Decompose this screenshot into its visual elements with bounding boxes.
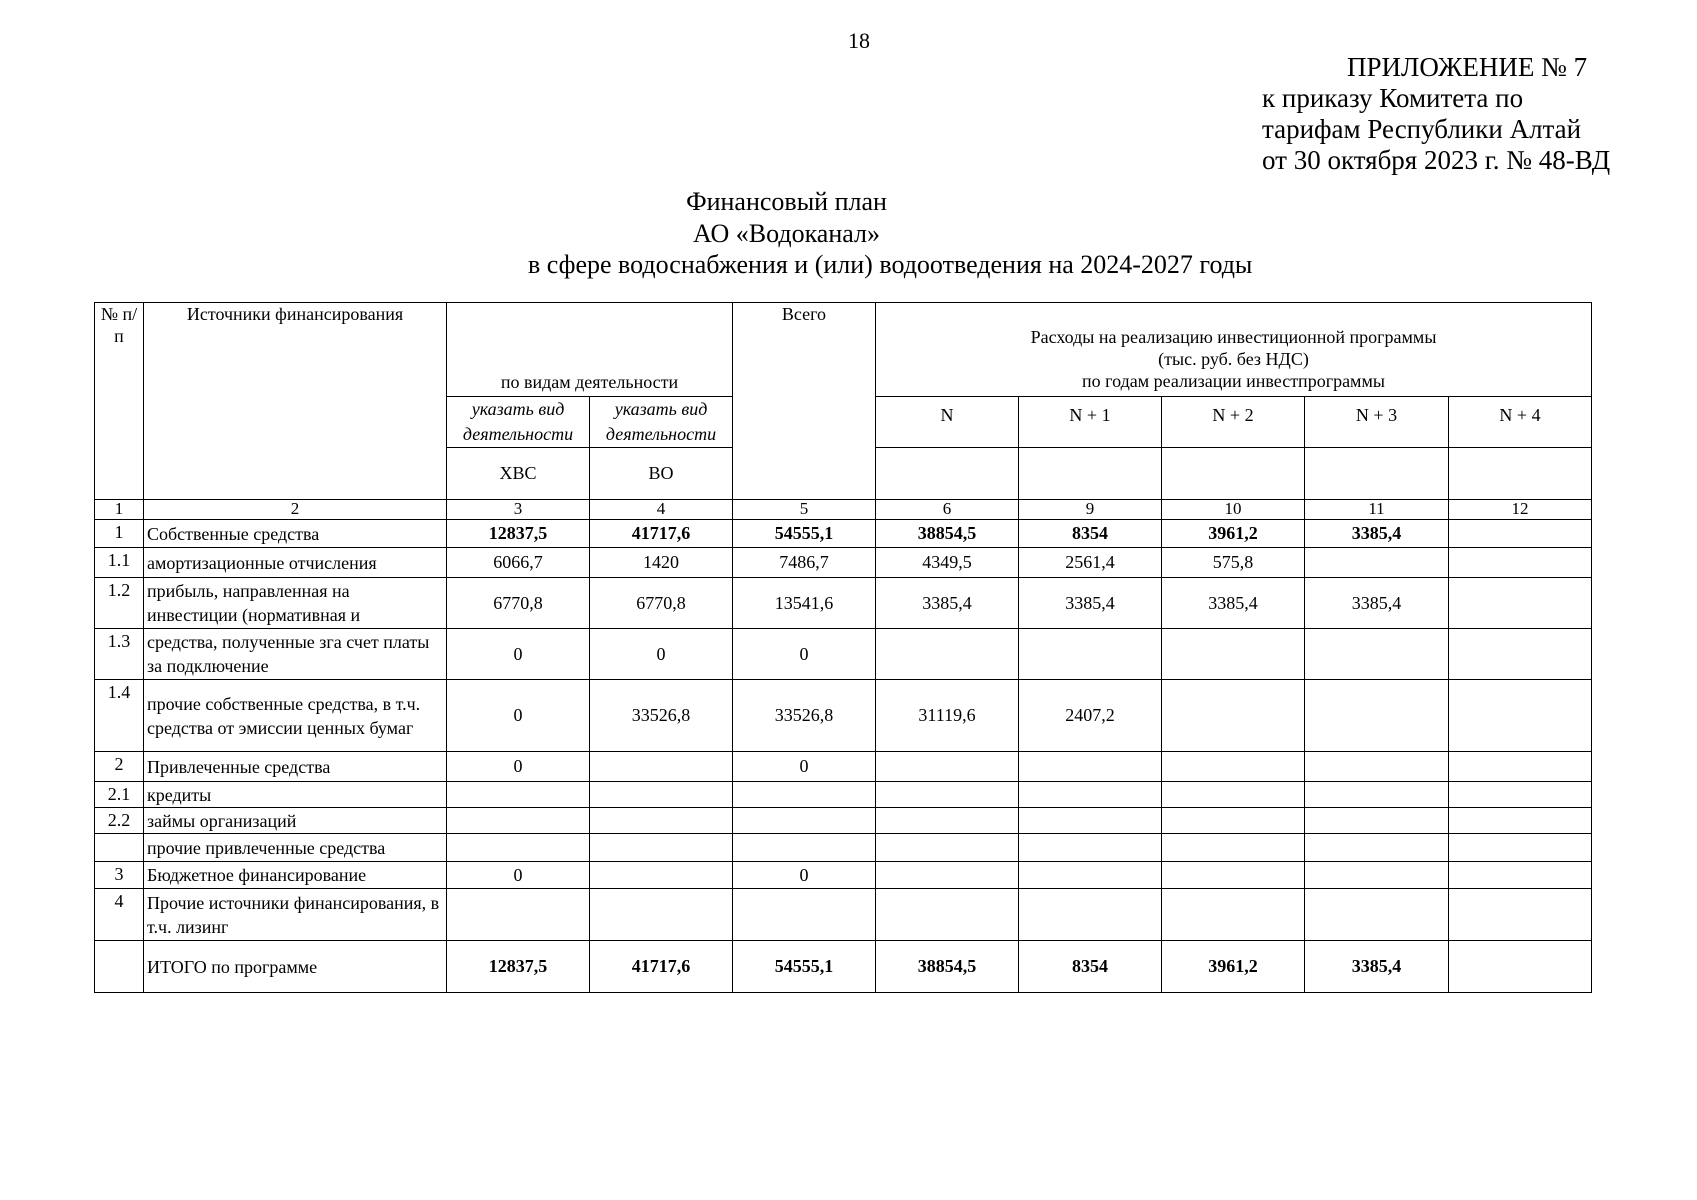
column-number: 9	[1019, 500, 1162, 520]
value-cell: 2561,4	[1019, 548, 1162, 578]
header-total: Всего	[733, 303, 876, 500]
value-cell: 8354	[1019, 520, 1162, 548]
value-cell	[590, 782, 733, 808]
value-cell: 12837,5	[447, 941, 590, 993]
value-cell	[1162, 808, 1305, 834]
value-cell: 0	[590, 629, 733, 680]
value-cell: 0	[447, 680, 590, 752]
value-cell	[1449, 578, 1592, 629]
value-cell: 38854,5	[876, 520, 1019, 548]
header-expenses-line2: (тыс. руб. без НДС)	[1158, 349, 1309, 369]
value-cell	[590, 808, 733, 834]
value-cell: 31119,6	[876, 680, 1019, 752]
value-cell	[1019, 862, 1162, 889]
header-by-activity: по видам деятельности	[447, 303, 733, 397]
value-cell: 54555,1	[733, 941, 876, 993]
value-cell: 6770,8	[590, 578, 733, 629]
value-cell	[1449, 808, 1592, 834]
row-label: Бюджетное финансирование	[144, 862, 447, 889]
value-cell	[1449, 680, 1592, 752]
value-cell	[1162, 862, 1305, 889]
table-row	[95, 834, 1592, 862]
value-cell: 3385,4	[1162, 578, 1305, 629]
row-label: прочие привлеченные средства	[144, 834, 447, 862]
header-expenses-line1: Расходы на реализацию инвестиционной программы	[1030, 327, 1437, 347]
value-cell	[1019, 629, 1162, 680]
document-title: Финансовый план	[686, 187, 887, 216]
row-label: Собственные средства	[144, 520, 447, 548]
row-label: Прочие источники финансирования, в т.ч. лизинг	[144, 889, 447, 941]
document-subtitle: в сфере водоснабжения и (или) водоотведения на 2024-2027 годы	[528, 250, 1253, 279]
value-cell: 0	[447, 752, 590, 782]
column-number: 11	[1305, 500, 1449, 520]
table-row	[95, 752, 1592, 782]
value-cell: 6066,7	[447, 548, 590, 578]
empty-cell	[1305, 448, 1449, 500]
column-number: 5	[733, 500, 876, 520]
value-cell: 41717,6	[590, 520, 733, 548]
row-label: прочие собственные средства, в т.ч. средства от эмиссии ценных бумаг	[144, 680, 447, 752]
row-label: займы организаций	[144, 808, 447, 834]
value-cell	[1449, 889, 1592, 941]
activity-hint-1: указать вид деятельности	[447, 397, 590, 448]
row-number: 1.1	[95, 548, 144, 578]
activity-hint-2: указать вид деятельности	[590, 397, 733, 448]
value-cell: 0	[733, 629, 876, 680]
row-number: 2.1	[95, 782, 144, 808]
value-cell: 3385,4	[1305, 941, 1449, 993]
value-cell: 2407,2	[1019, 680, 1162, 752]
value-cell	[1162, 834, 1305, 862]
column-number: 3	[447, 500, 590, 520]
row-label: кредиты	[144, 782, 447, 808]
value-cell	[1162, 752, 1305, 782]
year-n: N	[876, 397, 1019, 448]
header-row-1	[95, 303, 1592, 397]
row-number: 3	[95, 862, 144, 889]
value-cell: 0	[447, 629, 590, 680]
value-cell: 33526,8	[733, 680, 876, 752]
value-cell	[733, 889, 876, 941]
row-number: 4	[95, 889, 144, 941]
header-sources: Источники финансирования	[144, 303, 447, 500]
value-cell	[1449, 752, 1592, 782]
value-cell	[733, 834, 876, 862]
order-date: от 30 октября 2023 г. № 48-ВД	[1262, 145, 1611, 175]
value-cell	[1305, 629, 1449, 680]
value-cell	[1449, 834, 1592, 862]
row-number: 1.4	[95, 680, 144, 752]
value-cell: 3385,4	[1019, 578, 1162, 629]
value-cell: 7486,7	[733, 548, 876, 578]
activity-2: ВО	[590, 448, 733, 500]
value-cell	[876, 862, 1019, 889]
value-cell	[1305, 782, 1449, 808]
table-row	[95, 578, 1592, 629]
value-cell	[1019, 889, 1162, 941]
value-cell	[590, 752, 733, 782]
column-number: 10	[1162, 500, 1305, 520]
value-cell	[876, 889, 1019, 941]
row-number	[95, 834, 144, 862]
value-cell: 1420	[590, 548, 733, 578]
value-cell	[733, 782, 876, 808]
value-cell	[733, 808, 876, 834]
row-label: Привлеченные средства	[144, 752, 447, 782]
value-cell: 8354	[1019, 941, 1162, 993]
value-cell	[876, 752, 1019, 782]
value-cell	[590, 834, 733, 862]
order-reference: к приказу Комитета по	[1262, 83, 1524, 113]
value-cell	[1019, 808, 1162, 834]
table-row	[95, 520, 1592, 548]
value-cell: 12837,5	[447, 520, 590, 548]
header-num: № п/п	[95, 303, 144, 500]
row-label: прибыль, направленная на инвестиции (нормативная и	[144, 578, 447, 629]
value-cell	[1019, 782, 1162, 808]
column-number: 12	[1449, 500, 1592, 520]
row-number: 2.2	[95, 808, 144, 834]
value-cell	[1162, 889, 1305, 941]
year-n-plus-4: N + 4	[1449, 397, 1592, 448]
value-cell	[1305, 680, 1449, 752]
value-cell	[876, 629, 1019, 680]
value-cell: 3385,4	[876, 578, 1019, 629]
value-cell	[876, 834, 1019, 862]
empty-cell	[1019, 448, 1162, 500]
value-cell	[1449, 548, 1592, 578]
value-cell: 41717,6	[590, 941, 733, 993]
value-cell	[1162, 680, 1305, 752]
table-row	[95, 782, 1592, 808]
activity-1: ХВС	[447, 448, 590, 500]
value-cell	[876, 782, 1019, 808]
value-cell	[1019, 834, 1162, 862]
value-cell: 3961,2	[1162, 941, 1305, 993]
table-row	[95, 548, 1592, 578]
value-cell	[1305, 889, 1449, 941]
table-row	[95, 889, 1592, 941]
value-cell	[876, 808, 1019, 834]
value-cell	[1162, 629, 1305, 680]
table-row	[95, 862, 1592, 889]
row-label: ИТОГО по программе	[144, 941, 447, 993]
value-cell: 6770,8	[447, 578, 590, 629]
row-label: амортизационные отчисления	[144, 548, 447, 578]
value-cell: 3961,2	[1162, 520, 1305, 548]
year-n-plus-1: N + 1	[1019, 397, 1162, 448]
value-cell	[1305, 548, 1449, 578]
value-cell	[1162, 782, 1305, 808]
value-cell	[1305, 834, 1449, 862]
year-n-plus-2: N + 2	[1162, 397, 1305, 448]
value-cell	[1449, 520, 1592, 548]
row-number: 1.2	[95, 578, 144, 629]
value-cell	[447, 782, 590, 808]
column-number: 4	[590, 500, 733, 520]
value-cell	[1305, 808, 1449, 834]
company-name: АО «Водоканал»	[692, 219, 880, 248]
column-number: 6	[876, 500, 1019, 520]
value-cell	[1449, 782, 1592, 808]
row-label: средства, полученные зга счет платы за подключение	[144, 629, 447, 680]
approval-stamp	[1262, 52, 1610, 176]
value-cell: 54555,1	[733, 520, 876, 548]
value-cell: 33526,8	[590, 680, 733, 752]
column-numbers-row	[95, 500, 1592, 520]
value-cell	[447, 834, 590, 862]
value-cell	[447, 808, 590, 834]
value-cell	[1449, 862, 1592, 889]
committee-name: тарифам Республики Алтай	[1262, 114, 1582, 144]
header-expenses	[876, 303, 1592, 397]
value-cell	[447, 889, 590, 941]
empty-cell	[876, 448, 1019, 500]
header-expenses-line3: по годам реализации инвестпрограммы	[1082, 371, 1385, 391]
value-cell	[590, 862, 733, 889]
value-cell	[1019, 752, 1162, 782]
table-row	[95, 680, 1592, 752]
row-number: 1	[95, 520, 144, 548]
value-cell: 3385,4	[1305, 578, 1449, 629]
value-cell	[1449, 629, 1592, 680]
empty-cell	[1449, 448, 1592, 500]
column-number: 1	[95, 500, 144, 520]
value-cell: 0	[733, 752, 876, 782]
financial-plan-table	[94, 302, 1592, 993]
value-cell: 575,8	[1162, 548, 1305, 578]
value-cell: 0	[733, 862, 876, 889]
table-row	[95, 941, 1592, 993]
page-number: 18	[848, 28, 870, 53]
value-cell: 38854,5	[876, 941, 1019, 993]
value-cell	[1305, 862, 1449, 889]
value-cell: 0	[447, 862, 590, 889]
value-cell: 13541,6	[733, 578, 876, 629]
year-n-plus-3: N + 3	[1305, 397, 1449, 448]
column-number: 2	[144, 500, 447, 520]
table-row	[95, 629, 1592, 680]
value-cell: 4349,5	[876, 548, 1019, 578]
row-number	[95, 941, 144, 993]
empty-cell	[1162, 448, 1305, 500]
value-cell: 3385,4	[1305, 520, 1449, 548]
row-number: 1.3	[95, 629, 144, 680]
value-cell	[1449, 941, 1592, 993]
table-row	[95, 808, 1592, 834]
appendix-number: ПРИЛОЖЕНИЕ № 7	[1347, 52, 1588, 82]
row-number: 2	[95, 752, 144, 782]
value-cell	[1305, 752, 1449, 782]
value-cell	[590, 889, 733, 941]
